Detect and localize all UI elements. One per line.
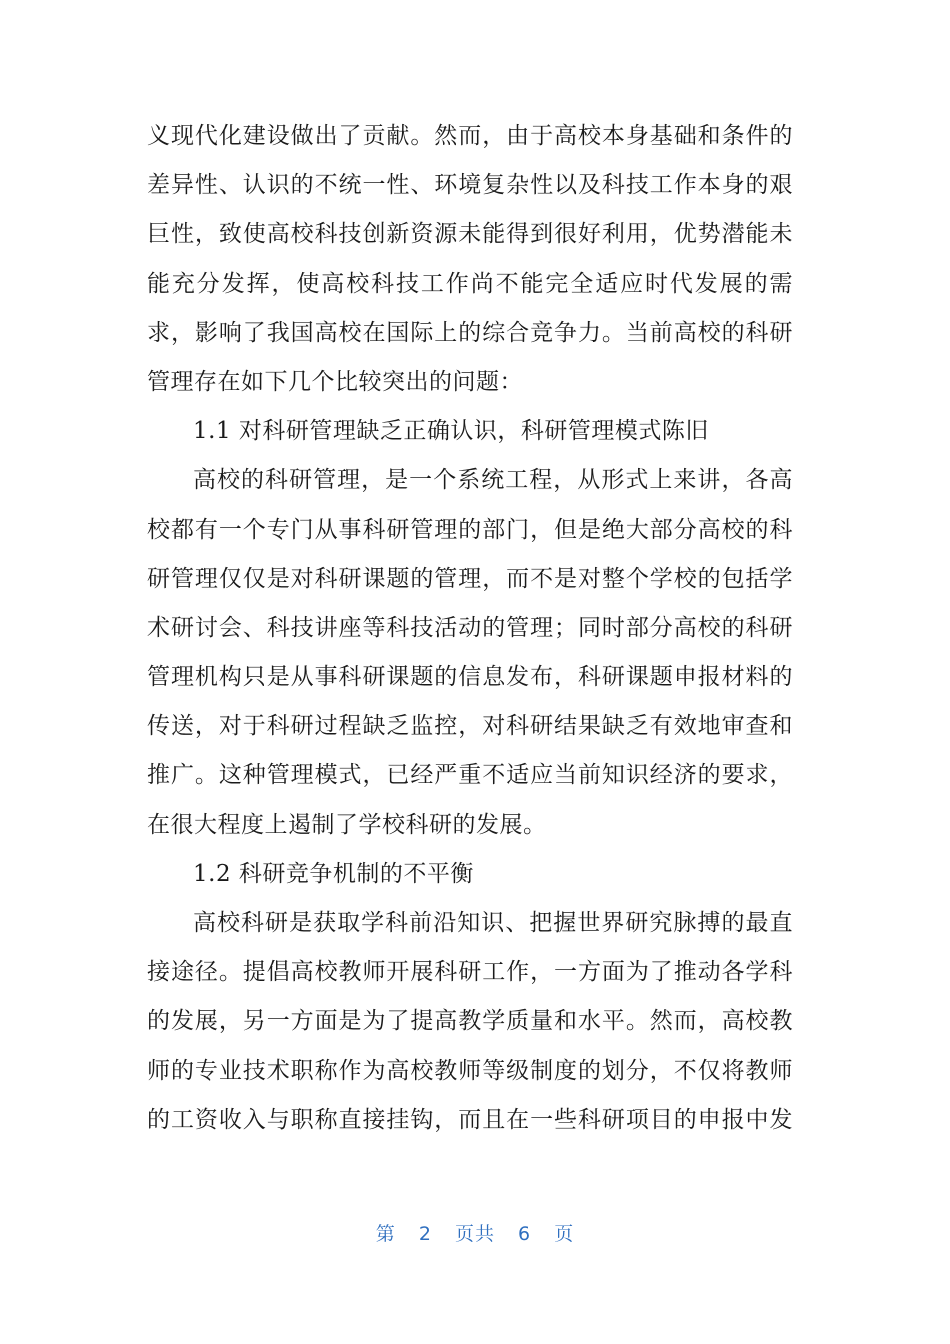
text-line: 能充分发挥，使高校科技工作尚不能完全适应时代发展的需	[147, 270, 793, 297]
text-line: 巨性，致使高校科技创新资源未能得到很好利用，优势潜能未	[147, 221, 793, 248]
current-page-number: 2	[418, 1223, 432, 1245]
text-line: 术研讨会、科技讲座等科技活动的管理；同时部分高校的科研	[147, 614, 793, 641]
text-line: 高校的科研管理，是一个系统工程，从形式上来讲，各高	[193, 467, 793, 494]
text-line: 的工资收入与职称直接挂钩，而且在一些科研项目的申报中发	[147, 1106, 793, 1133]
text-line: 管理机构只是从事科研课题的信息发布，科研课题申报材料的	[147, 664, 793, 691]
footer-middle: 页共	[454, 1223, 495, 1245]
body-text	[147, 112, 793, 1145]
text-line: 高校科研是获取学科前沿知识、把握世界研究脉搏的最直	[193, 910, 793, 936]
text-line: 推广。这种管理模式，已经严重不适应当前知识经济的要求，	[147, 762, 793, 789]
text-line: 求，影响了我国高校在国际上的综合竞争力。当前高校的科研	[147, 319, 793, 346]
section-heading-1-2: 1.2 科研竞争机制的不平衡	[193, 860, 474, 887]
text-line: 传送，对于科研过程缺乏监控，对科研结果缺乏有效地审查和	[147, 713, 793, 740]
text-line: 接途径。提倡高校教师开展科研工作，一方面为了推动各学科	[147, 959, 793, 986]
text-line: 研管理仅仅是对科研课题的管理，而不是对整个学校的包括学	[147, 565, 793, 592]
total-pages-number: 6	[518, 1223, 532, 1245]
text-line: 义现代化建设做出了贡献。然而，由于高校本身基础和条件的	[147, 123, 793, 149]
text-line: 校都有一个专门从事科研管理的部门，但是绝大部分高校的科	[147, 516, 793, 543]
footer-suffix: 页	[554, 1223, 575, 1245]
footer-prefix: 第	[375, 1223, 396, 1245]
text-line: 的发展，另一方面是为了提高教学质量和水平。然而，高校教	[147, 1008, 793, 1035]
text-line: 师的专业技术职称作为高校教师等级制度的划分，不仅将教师	[147, 1057, 793, 1084]
section-heading-1-1: 1.1 对科研管理缺乏正确认识，科研管理模式陈旧	[193, 418, 709, 445]
text-line: 差异性、认识的不统一性、环境复杂性以及科技工作本身的艰	[147, 172, 793, 199]
page-footer	[0, 1219, 950, 1246]
text-line: 管理存在如下几个比较突出的问题：	[147, 368, 523, 395]
text-line: 在很大程度上遏制了学校科研的发展。	[147, 811, 547, 838]
